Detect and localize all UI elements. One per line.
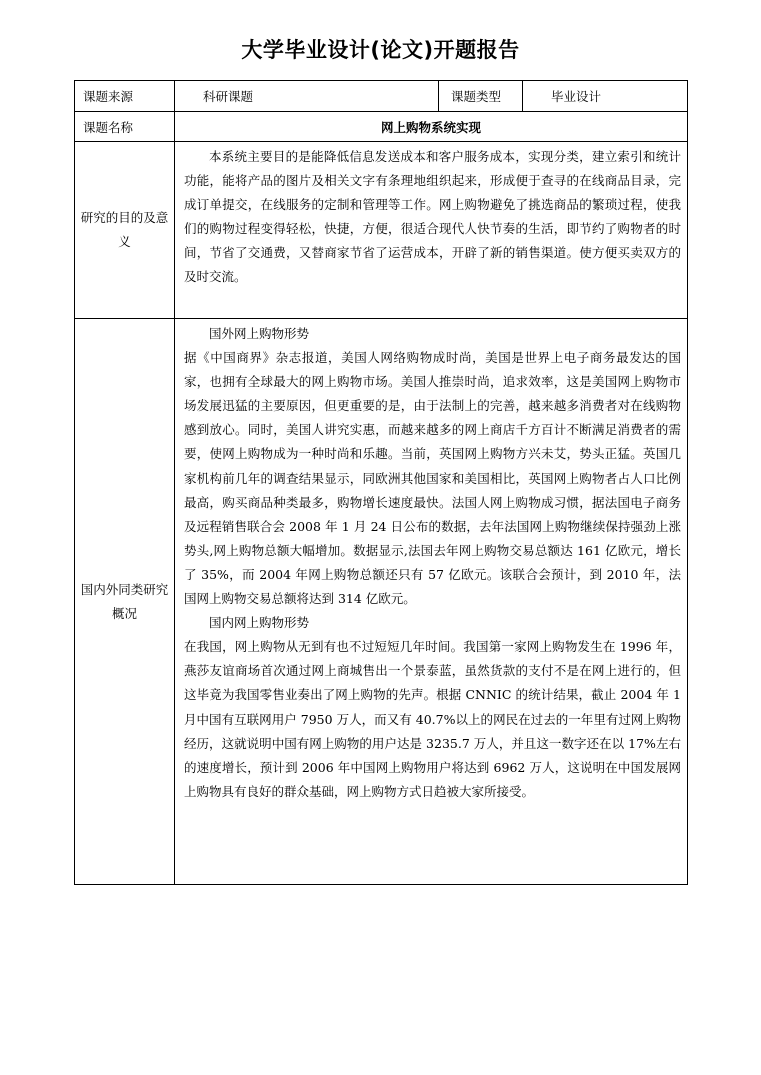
purpose-paragraph: 本系统主要目的是能降低信息发送成本和客户服务成本，实现分类，建立索引和统计功能，能将产品的图片及相关文字有条理地组织起来，形成便于查寻的在线商品目录，完成订单提交，在线服务的定制和管理等工作。网上购物避免了挑选商品的繁琐过程，使我们的购物过程变得轻松，快捷，方便，很适合现代人快节奏的生活，即节约了购物者的时间，节省了交通费，又替商家节省了运营成本，开辟了新的销售渠道。使方便买卖双方的及时交流。 — [184, 149, 681, 285]
proposal-table — [74, 80, 688, 885]
domestic-heading: 国内网上购物形势 — [209, 615, 310, 631]
name-row — [75, 112, 688, 142]
name-label: 课题名称 — [75, 112, 175, 142]
survey-row — [75, 319, 688, 885]
domestic-paragraph: 在我国，网上购物从无到有也不过短短几年时间。我国第一家网上购物发生在 1996 年，燕莎友谊商场首次通过网上商城售出一个景泰蓝，虽然货款的支付不是在网上进行的，但这毕竟为我国零售业奏出了网上购物的先声。根据 CNNIC 的统计结果，截止 2004 年 1 月中国有互联网用户 7950 万人，而又有 40.7%以上的网民在过去的一年里有过网上购物经历，这就说明中国有网上购物的用户达是 3235.7 万人，并且这一数字还在以 17%左右的速度增长，预计到 2006 年中国网上购物用户将达到 6962 万人，这说明在中国发展网上购物具有良好的群众基础，网上购物方式日趋被大家所接受。 — [184, 639, 681, 799]
name-value: 网上购物系统实现 — [175, 112, 688, 142]
type-label: 课题类型 — [439, 81, 523, 112]
report-title: 大学毕业设计(论文)开题报告 — [241, 38, 520, 62]
purpose-row — [75, 142, 688, 319]
survey-label: 国内外同类研究概况 — [75, 319, 175, 885]
source-label: 课题来源 — [75, 81, 175, 112]
purpose-cell — [175, 142, 688, 319]
source-row — [75, 81, 688, 112]
type-value: 毕业设计 — [523, 81, 688, 112]
foreign-heading: 国外网上购物形势 — [209, 326, 310, 341]
source-value: 科研课题 — [175, 81, 439, 112]
foreign-paragraph: 据《中国商界》杂志报道，美国人网络购物成时尚，美国是世界上电子商务最发达的国家，也拥有全球最大的网上购物市场。美国人推崇时尚，追求效率，这是美国网上购物市场发展迅猛的主要原因，但更重要的是，由于法制上的完善，越来越多消费者对在线购物感到放心。同时，美国人讲究实惠，而越来越多的网上商店千方百计不断满足消费者的需要，使网上购物成为一种时尚和乐趣。当前，英国网上购物方兴未艾，势头正猛。英国几家机构前几年的调查结果显示，同欧洲其他国家和美国相比，英国网上购物者占人口比例最高，购买商品种类最多，购物增长速度最快。法国人网上购物成习惯，据法国电子商务及远程销售联合会 2008 年 1 月 24 日公布的数据，去年法国网上购物继续保持强劲上涨势头,网上购物总额大幅增加。数据显示,法国去年网上购物交易总额达 161 亿欧元，增长了 35%，而 2004 年网上购物总额还只有 57 亿欧元。该联合会预计，到 2010 年，法国网上购物交易总额将达到 314 亿欧元。 — [184, 350, 681, 607]
survey-cell — [175, 319, 688, 885]
purpose-label: 研究的目的及意义 — [75, 142, 175, 319]
